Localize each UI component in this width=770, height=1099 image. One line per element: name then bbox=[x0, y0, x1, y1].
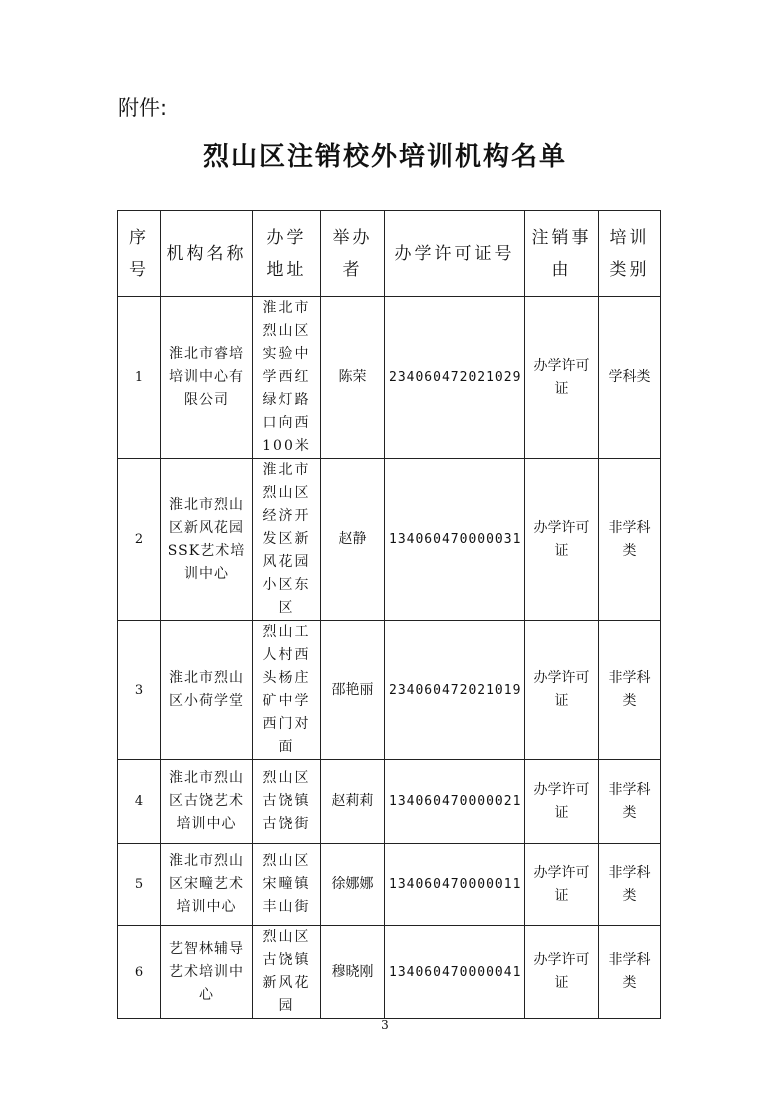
table-row bbox=[118, 459, 661, 621]
table-cell: 淮北市睿培培训中心有限公司 bbox=[161, 297, 253, 459]
table-cell: 134060470000021 bbox=[385, 760, 525, 844]
column-header: 培训类别 bbox=[599, 211, 661, 297]
table-cell: 办学许可证 bbox=[525, 844, 599, 926]
table-cell: 非学科类 bbox=[599, 760, 661, 844]
page-number: 3 bbox=[381, 1018, 389, 1032]
table-cell: 6 bbox=[118, 926, 161, 1019]
table-cell: 134060470000031 bbox=[385, 459, 525, 621]
table-cell: 4 bbox=[118, 760, 161, 844]
column-header: 举办者 bbox=[321, 211, 385, 297]
column-header: 办学地址 bbox=[253, 211, 321, 297]
table-cell: 非学科类 bbox=[599, 621, 661, 760]
table-cell: 学科类 bbox=[599, 297, 661, 459]
table-cell: 徐娜娜 bbox=[321, 844, 385, 926]
table-cell: 淮北市烈山区小荷学堂 bbox=[161, 621, 253, 760]
table-row bbox=[118, 297, 661, 459]
table-cell: 办学许可证 bbox=[525, 297, 599, 459]
table-cell: 1 bbox=[118, 297, 161, 459]
table-cell: 淮北市烈山区古饶艺术培训中心 bbox=[161, 760, 253, 844]
table-row bbox=[118, 844, 661, 926]
document-title: 烈山区注销校外培训机构名单 bbox=[202, 142, 567, 172]
table-cell: 办学许可证 bbox=[525, 926, 599, 1019]
table-cell: 烈山工人村西头杨庄矿中学西门对面 bbox=[253, 621, 321, 760]
table-cell: 134060470000011 bbox=[385, 844, 525, 926]
table-cell: 非学科类 bbox=[599, 844, 661, 926]
table-cell: 2 bbox=[118, 459, 161, 621]
table-row bbox=[118, 621, 661, 760]
table-row bbox=[118, 760, 661, 844]
institution-table bbox=[117, 210, 661, 1019]
column-header: 机构名称 bbox=[161, 211, 253, 297]
table-cell: 淮北市烈山区新风花园SSK艺术培训中心 bbox=[161, 459, 253, 621]
table-cell: 淮北市烈山区实验中学西红绿灯路口向西100米 bbox=[253, 297, 321, 459]
table-cell: 烈山区宋疃镇丰山街 bbox=[253, 844, 321, 926]
table-cell: 赵静 bbox=[321, 459, 385, 621]
column-header: 序号 bbox=[118, 211, 161, 297]
table-cell: 烈山区古饶镇新风花园 bbox=[253, 926, 321, 1019]
table-row bbox=[118, 926, 661, 1019]
column-header: 注销事由 bbox=[525, 211, 599, 297]
table-cell: 5 bbox=[118, 844, 161, 926]
table-cell: 134060470000041 bbox=[385, 926, 525, 1019]
table-header-row bbox=[118, 211, 661, 297]
table-cell: 办学许可证 bbox=[525, 459, 599, 621]
table-cell: 办学许可证 bbox=[525, 760, 599, 844]
table-cell: 穆晓刚 bbox=[321, 926, 385, 1019]
table-cell: 陈荣 bbox=[321, 297, 385, 459]
table-cell: 淮北市烈山区宋疃艺术培训中心 bbox=[161, 844, 253, 926]
table-cell: 艺智林辅导艺术培训中心 bbox=[161, 926, 253, 1019]
table-cell: 非学科类 bbox=[599, 926, 661, 1019]
table-cell: 赵莉莉 bbox=[321, 760, 385, 844]
table-cell: 3 bbox=[118, 621, 161, 760]
table-cell: 邵艳丽 bbox=[321, 621, 385, 760]
table-cell: 淮北市烈山区经济开发区新风花园小区东区 bbox=[253, 459, 321, 621]
table-cell: 办学许可证 bbox=[525, 621, 599, 760]
attachment-label: 附件: bbox=[118, 96, 168, 120]
column-header: 办学许可证号 bbox=[385, 211, 525, 297]
table-cell: 烈山区古饶镇古饶街 bbox=[253, 760, 321, 844]
table-cell: 234060472021029 bbox=[385, 297, 525, 459]
table-cell: 非学科类 bbox=[599, 459, 661, 621]
table-cell: 234060472021019 bbox=[385, 621, 525, 760]
